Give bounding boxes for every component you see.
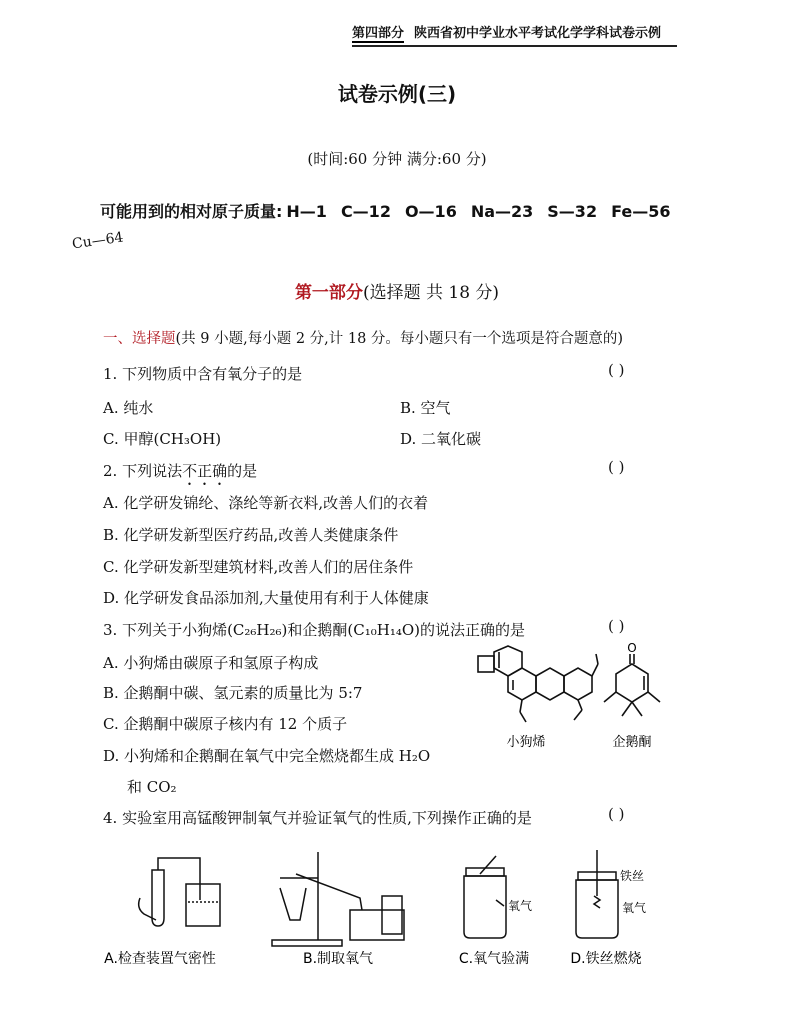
- q2-option-b: B. 化学研发新型医疗药品,改善人类健康条件: [103, 526, 399, 544]
- q2-stem-pre: 2. 下列说法: [103, 462, 183, 480]
- q4-stem: 4. 实验室用高锰酸钾制氧气并验证氧气的性质,下列操作正确的是: [103, 809, 532, 827]
- q1-stem: 1. 下列物质中含有氧分子的是: [103, 365, 303, 383]
- fig-b-caption: B.制取氧气: [302, 951, 374, 967]
- atomic-mass-line: [100, 199, 684, 222]
- atomic-mass-label: 可能用到的相对原子质量:: [100, 202, 283, 221]
- part-label: 第一部分: [294, 283, 363, 303]
- q3-option-c: C. 企鹅酮中碳原子核内有 12 个质子: [103, 715, 348, 733]
- figure-b-apparatus: [272, 852, 404, 946]
- mass-item: S—32: [547, 202, 598, 221]
- q1-option-d: D. 二氧化碳: [400, 430, 482, 448]
- mass-item: O—16: [404, 202, 457, 221]
- q2-stem: [103, 460, 257, 489]
- q3-stem: 3. 下列关于小狗烯(C₂₆H₂₆)和企鹅酮(C₁₀H₁₄O)的说法正确的是: [103, 621, 526, 639]
- q1-option-a: A. 纯水: [103, 399, 154, 417]
- page-title: 试卷示例(三): [337, 82, 457, 106]
- q1-option-b: B. 空气: [400, 399, 451, 417]
- handwritten-cu: Cu—64: [71, 229, 125, 253]
- q3-option-a: A. 小狗烯由碳原子和氢原子构成: [103, 654, 319, 672]
- fig-penguin-label: 企鹅酮: [612, 735, 652, 750]
- q3-option-b: B. 企鹅酮中碳、氢元素的质量比为 5:7: [103, 684, 363, 702]
- time-info: (时间:60 分钟 满分:60 分): [307, 150, 487, 168]
- part-heading: [0, 278, 794, 303]
- figure-d-apparatus: [576, 850, 618, 938]
- q2-option-c: C. 化学研发新型建筑材料,改善人们的居住条件: [103, 558, 414, 576]
- answer-paren: ( ): [608, 458, 625, 476]
- part-rest: (选择题 共 18 分): [362, 283, 500, 303]
- header-text: 陕西省初中学业水平考试化学学科试卷示例: [414, 26, 662, 41]
- answer-paren: ( ): [608, 805, 625, 823]
- q2-stem-post: 的是: [227, 462, 258, 480]
- q3-option-d: D. 小狗烯和企鹅酮在氧气中完全燃烧都生成 H₂O: [103, 747, 431, 765]
- mass-item: Fe—56: [611, 202, 671, 221]
- fig-d-caption: D.铁丝燃烧: [570, 951, 642, 967]
- fig-a-caption: A.检查装置气密性: [104, 951, 216, 967]
- puppy-diene-structure: [478, 646, 598, 722]
- section-label: 一、选择题: [103, 331, 176, 347]
- q2-stem-emphasis: 不正确: [182, 462, 228, 480]
- section-desc: (共 9 小题,每小题 2 分,计 18 分。每小题只有一个选项是符合题意的): [175, 331, 624, 347]
- mass-item: H—1: [286, 202, 327, 221]
- molecule-figures: [468, 640, 668, 755]
- penguinone-structure: [604, 654, 660, 716]
- oxygen-atom-label: O: [627, 641, 637, 655]
- section-heading: [103, 327, 623, 348]
- fig-d-iron-label: 铁丝: [620, 869, 645, 883]
- q3-option-d-cont: 和 CO₂: [127, 778, 177, 796]
- fig-c-caption: C.氧气验满: [458, 951, 530, 967]
- fig-puppy-label: 小狗烯: [506, 735, 546, 750]
- q2-option-d: D. 化学研发食品添加剂,大量使用有利于人体健康: [103, 589, 429, 607]
- figure-a-apparatus: [139, 858, 220, 926]
- figure-c-apparatus: [464, 856, 506, 938]
- mass-item: C—12: [340, 202, 391, 221]
- answer-paren: ( ): [608, 617, 625, 635]
- q1-option-c: C. 甲醇(CH₃OH): [103, 430, 222, 448]
- mass-item: Na—23: [470, 202, 534, 221]
- q4-apparatus-figures: [100, 840, 680, 975]
- q2-option-a: A. 化学研发锦纶、涤纶等新衣料,改善人们的衣着: [103, 494, 429, 512]
- fig-c-oxygen-label: 氧气: [508, 899, 533, 913]
- answer-paren: ( ): [608, 361, 625, 379]
- fig-d-oxygen-label: 氧气: [622, 901, 647, 915]
- header-part-tag: 第四部分: [352, 26, 405, 41]
- running-header: [352, 22, 677, 47]
